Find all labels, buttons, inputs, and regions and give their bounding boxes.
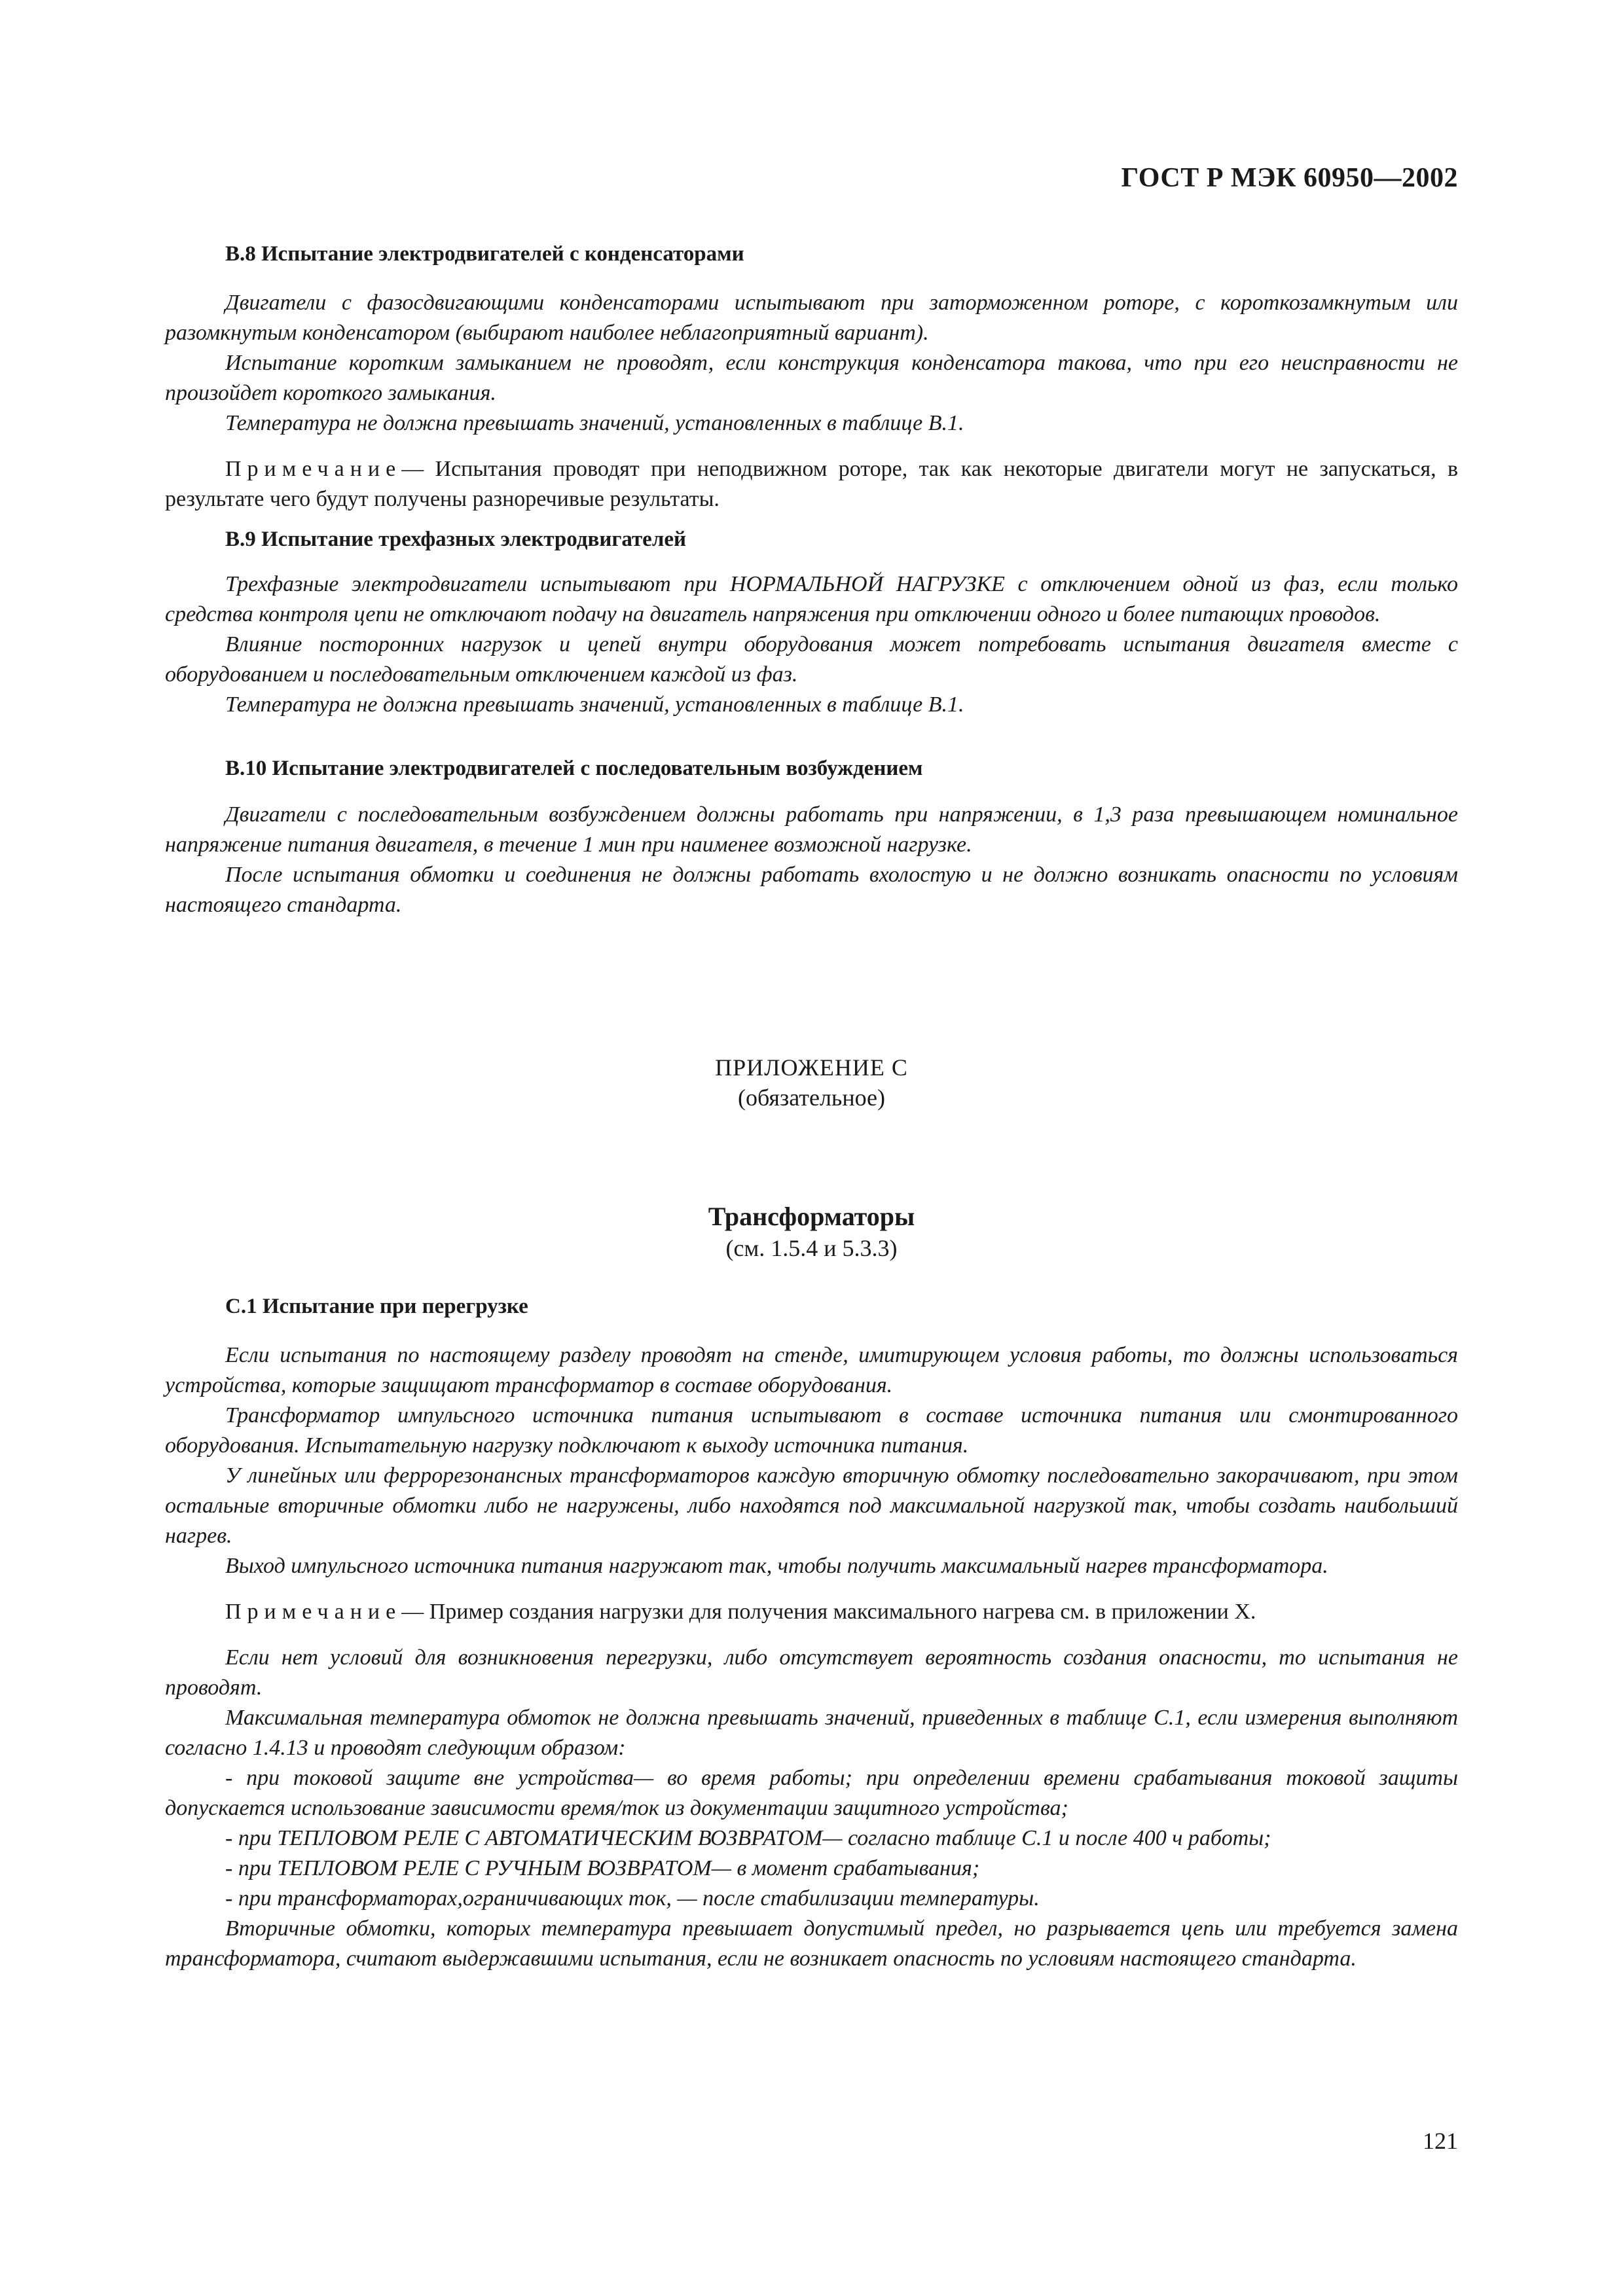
- paragraph: Влияние посторонних нагрузок и цепей внутри оборудования может потребовать испытания двигателя вместе с оборудованием и последовательным отключением каждой из фаз.: [165, 632, 1458, 687]
- paragraph: Двигатели с фазосдвигающими конденсаторами испытывают при заторможенном роторе, с короткозамкнутым или разомкнутым конденсатором (выбирают наиболее неблагоприятный вариант).: [165, 291, 1458, 345]
- paragraph: Вторичные обмотки, которых температура превышает допустимый предел, но разрывается цепь или требуется замена трансформатора, считают выдержавшими испытания, если не возникает опасность по условиям настоящего стандарта.: [165, 1916, 1458, 1971]
- list-item: - при токовой защите вне устройства— во время работы; при определении времени срабатывания токовой защиты допускается использование зависимости время/ток из документации защитного устройства;: [165, 1766, 1458, 1820]
- paragraph: Температура не должна превышать значений, установленных в таблице В.1.: [225, 692, 964, 717]
- section-heading: В.9 Испытание трехфазных электродвигателей: [225, 528, 687, 551]
- note-text: — Испытания проводят при неподвижном роторе, так как некоторые двигатели могут не запускаться, в результате чего будут получены разноречивые результаты.: [165, 457, 1458, 511]
- paragraph: Трансформатор импульсного источника питания испытывают в составе источника питания или смонтированного оборудования. Испытательную нагрузку подключают к выходу источника питания.: [165, 1403, 1458, 1458]
- section-b9-body: [165, 569, 1458, 720]
- note: [165, 1597, 1458, 1627]
- paragraph: После испытания обмотки и соединения не должны работать вхолостую и не должно возникать опасности по условиям настоящего стандарта.: [165, 863, 1458, 917]
- section-heading: В.10 Испытание электродвигателей с последовательным возбуждением: [225, 757, 923, 780]
- annex-title-block: [165, 1200, 1458, 1263]
- section-c1: [165, 1295, 1458, 1319]
- paragraph: Двигатели с последовательным возбуждением должны работать при напряжении, в 1,3 раза превышающем номинальное напряжение питания двигателя, в течение 1 мин при наименее возможной нагрузке.: [165, 802, 1458, 857]
- annex-label: ПРИЛОЖЕНИЕ С: [715, 1054, 908, 1081]
- list-item: - при ТЕПЛОВОМ РЕЛЕ С РУЧНЫМ ВОЗВРАТОМ— в момент срабатывания;: [225, 1856, 980, 1880]
- paragraph: Трехфазные электродвигатели испытывают при НОРМАЛЬНОЙ НАГРУЗКЕ с отключением одной из фаз, если только средства контроля цепи не отключают подачу на двигатель напряжения при отключении одного и более питающих проводов.: [165, 572, 1458, 626]
- note: [165, 454, 1458, 514]
- paragraph: Выход импульсного источника питания нагружают так, чтобы получить максимальный нагрев трансформатора.: [225, 1554, 1328, 1578]
- paragraph: У линейных или феррорезонансных трансформаторов каждую вторичную обмотку последовательно закорачивают, при этом остальные вторичные обмотки либо не нагружены, либо находятся под максимальной нагрузкой так, чтобы создать наибольший нагрев.: [165, 1463, 1458, 1548]
- section-b8-body: [165, 288, 1458, 514]
- note-text: — Пример создания нагрузки для получения максимального нагрева см. в приложении X.: [401, 1600, 1256, 1624]
- paragraph: Температура не должна превышать значений, установленных в таблице В.1.: [225, 411, 964, 435]
- paragraph: Максимальная температура обмоток не должна превышать значений, приведенных в таблице С.1, если измерения выполняют согласно 1.4.13 и проводят следующим образом:: [165, 1706, 1458, 1760]
- paragraph: Если испытания по настоящему разделу проводят на стенде, имитирующем условия работы, то должны использоваться устройства, которые защищают трансформатор в составе оборудования.: [165, 1343, 1458, 1397]
- section-c1-body: [165, 1340, 1458, 1974]
- standard-designation: ГОСТ Р МЭК 60950—2002: [1121, 163, 1458, 193]
- paragraph: Испытание коротким замыканием не проводят, если конструкция конденсатора такова, что при его неисправности не произойдет короткого замыкания.: [165, 351, 1458, 405]
- note-label: Примечание: [225, 1600, 402, 1624]
- section-heading: В.8 Испытание электродвигателей с конденсаторами: [225, 242, 744, 266]
- paragraph: Если нет условий для возникновения перегрузки, либо отсутствует вероятность создания опасности, то испытания не проводят.: [165, 1645, 1458, 1700]
- section-b10: [165, 757, 1458, 781]
- section-heading: С.1 Испытание при перегрузке: [225, 1295, 528, 1318]
- list-item: - при трансформаторах,ограничивающих ток, — после стабилизации температуры.: [225, 1886, 1040, 1910]
- annex-reference: (см. 1.5.4 и 5.3.3): [725, 1235, 898, 1261]
- annex-status: (обязательное): [738, 1085, 885, 1111]
- section-b9: [165, 528, 1458, 552]
- section-b8: [165, 242, 1458, 266]
- list-item: - при ТЕПЛОВОМ РЕЛЕ С АВТОМАТИЧЕСКИМ ВОЗВРАТОМ— согласно таблице С.1 и после 400 ч работы;: [225, 1826, 1271, 1850]
- section-b10-body: [165, 800, 1458, 920]
- annex-title: Трансформаторы: [708, 1202, 915, 1231]
- note-label: Примечание: [225, 457, 402, 481]
- page-number: 121: [1423, 2128, 1458, 2154]
- annex-header: [165, 1052, 1458, 1113]
